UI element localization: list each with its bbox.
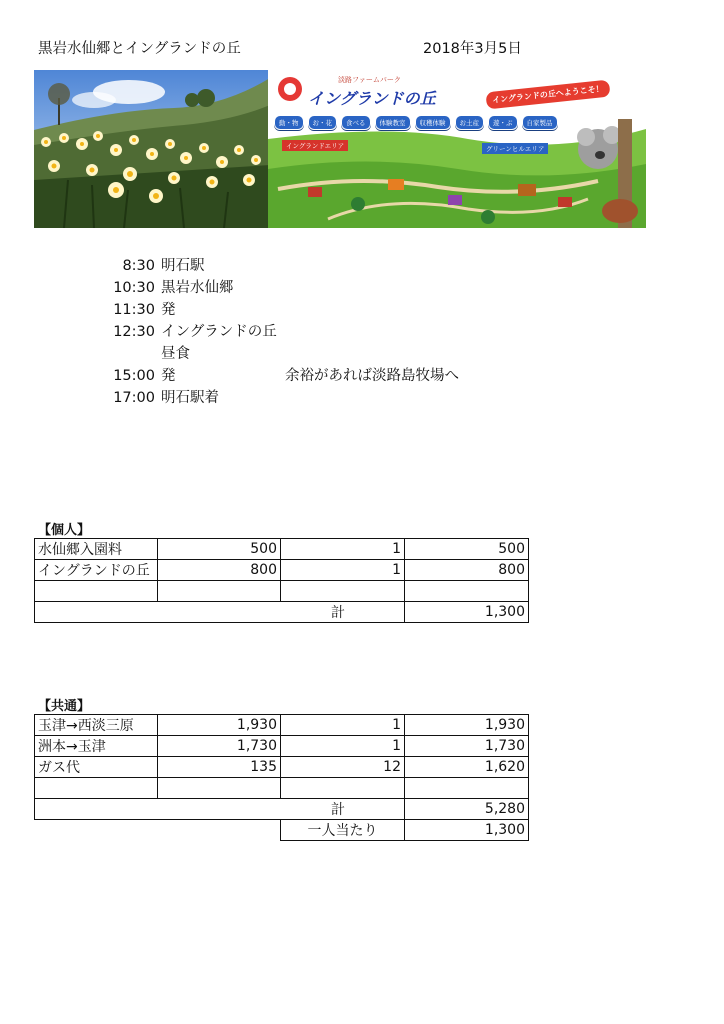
- total-value: 1,300: [405, 602, 529, 623]
- welcome-badge: イングランドの丘へようこそ！: [485, 80, 610, 110]
- schedule-desc: 明石駅着: [161, 390, 219, 406]
- subtotal-cell: 1,930: [405, 715, 529, 736]
- england-hill-banner[interactable]: [268, 69, 646, 228]
- nav-harvest[interactable]: 収穫体験: [415, 115, 451, 130]
- subtotal-cell: [405, 778, 529, 799]
- nav-animals[interactable]: 動・物: [274, 115, 304, 130]
- table-row: [35, 736, 529, 757]
- document-title: 黒岩水仙郷とイングランドの丘: [38, 41, 241, 57]
- total-label: 計: [35, 602, 405, 623]
- price-cell: 135: [158, 757, 281, 778]
- qty-cell: [281, 778, 405, 799]
- schedule-desc: 発: [161, 302, 176, 318]
- item-cell: ガス代: [35, 757, 158, 778]
- price-cell: 800: [158, 560, 281, 581]
- qty-cell: [281, 581, 405, 602]
- schedule-time: 12:30: [113, 324, 155, 340]
- schedule-row: [105, 365, 505, 387]
- per-person-label: 一人当たり: [281, 820, 405, 841]
- daffodil-field-image: [34, 70, 270, 228]
- individual-cost-table: [34, 538, 529, 623]
- qty-cell: 1: [281, 715, 405, 736]
- item-cell: 水仙郷入園料: [35, 539, 158, 560]
- qty-cell: 12: [281, 757, 405, 778]
- table-row: [35, 560, 529, 581]
- total-row: [35, 602, 529, 623]
- daffodil-photo: [34, 70, 270, 228]
- schedule-time: 17:00: [113, 390, 155, 406]
- schedule-time: 11:30: [113, 302, 155, 318]
- price-cell: 1,930: [158, 715, 281, 736]
- banner-subtitle: 淡路ファームパーク: [338, 76, 401, 84]
- schedule-desc: 昼食: [161, 346, 190, 362]
- table-row: [35, 757, 529, 778]
- table-row: [35, 581, 529, 602]
- individual-section-label: 【個人】: [38, 523, 91, 538]
- nav-souvenir[interactable]: お土産: [455, 115, 485, 130]
- subtotal-cell: 500: [405, 539, 529, 560]
- schedule-note: 余裕があれば淡路島牧場へ: [285, 368, 459, 384]
- total-value: 5,280: [405, 799, 529, 820]
- total-row: [35, 799, 529, 820]
- schedule-desc: 黒岩水仙郷: [161, 280, 234, 296]
- schedule-time: 15:00: [113, 368, 155, 384]
- banner-title: イングランドの丘: [308, 89, 436, 108]
- subtotal-cell: [405, 581, 529, 602]
- schedule-desc: イングランドの丘: [161, 324, 277, 340]
- nav-workshop[interactable]: 体験教室: [375, 115, 411, 130]
- schedule-desc: 発: [161, 368, 176, 384]
- nav-play[interactable]: 遊・ぶ: [488, 115, 518, 130]
- england-area-label: イングランドエリア: [282, 140, 348, 151]
- item-cell: [35, 581, 158, 602]
- item-cell: イングランドの丘: [35, 560, 158, 581]
- shared-section-label: 【共通】: [38, 699, 91, 714]
- price-cell: 500: [158, 539, 281, 560]
- per-person-value: 1,300: [405, 820, 529, 841]
- document-date: 2018年3月5日: [423, 41, 522, 57]
- subtotal-cell: 800: [405, 560, 529, 581]
- item-cell: 洲本→玉津: [35, 736, 158, 757]
- subtotal-cell: 1,730: [405, 736, 529, 757]
- nav-flowers[interactable]: お・花: [308, 115, 338, 130]
- total-label: 計: [35, 799, 405, 820]
- banner-nav: [274, 115, 558, 130]
- per-person-row: [35, 820, 529, 841]
- table-row: [35, 539, 529, 560]
- blank-cell: [35, 820, 281, 841]
- item-cell: [35, 778, 158, 799]
- table-row: [35, 715, 529, 736]
- schedule-time: 8:30: [122, 258, 155, 274]
- price-cell: 1,730: [158, 736, 281, 757]
- price-cell: [158, 581, 281, 602]
- table-row: [35, 778, 529, 799]
- nav-homemade[interactable]: 自家製品: [522, 115, 558, 130]
- nav-eat[interactable]: 食べる: [341, 115, 371, 130]
- item-cell: 玉津→西淡三原: [35, 715, 158, 736]
- schedule-desc: 明石駅: [161, 258, 205, 274]
- qty-cell: 1: [281, 736, 405, 757]
- qty-cell: 1: [281, 539, 405, 560]
- price-cell: [158, 778, 281, 799]
- qty-cell: 1: [281, 560, 405, 581]
- shared-cost-table: [34, 714, 529, 841]
- subtotal-cell: 1,620: [405, 757, 529, 778]
- greenhill-area-label: グリーンヒルエリア: [482, 143, 548, 154]
- schedule-time: 10:30: [113, 280, 155, 296]
